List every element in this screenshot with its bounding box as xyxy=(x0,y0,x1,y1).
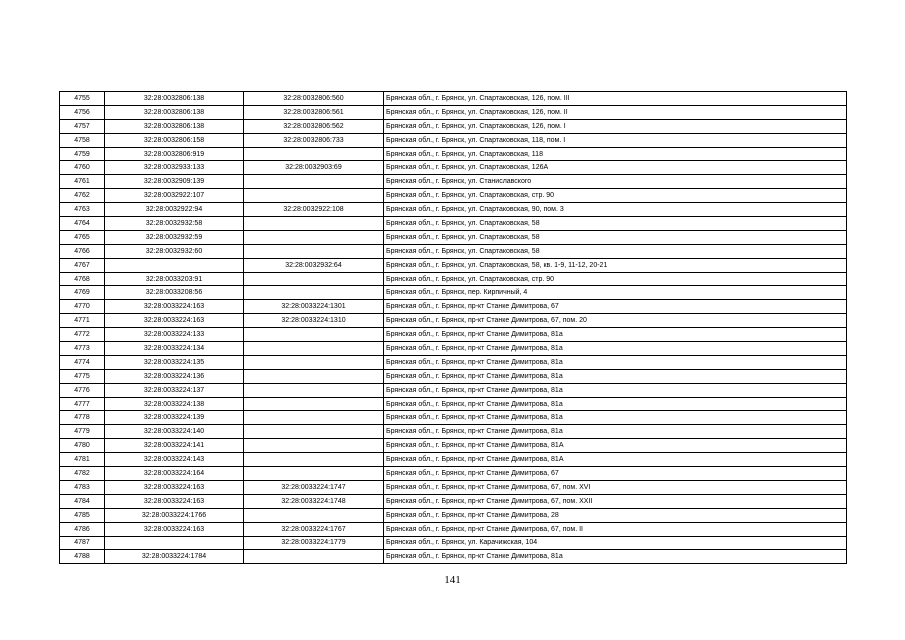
table-row xyxy=(60,147,847,161)
row-number-cell: 4759 xyxy=(60,147,105,161)
cadastral-number-cell: 32:28:0032806:138 xyxy=(105,119,244,133)
table-row xyxy=(60,300,847,314)
row-number-cell: 4777 xyxy=(60,397,105,411)
table-row xyxy=(60,467,847,481)
table-row xyxy=(60,189,847,203)
row-number-cell: 4784 xyxy=(60,494,105,508)
related-cadastral-number-cell xyxy=(244,189,384,203)
address-cell: Брянская обл., г. Брянск, ул. Спартаковская, 126А xyxy=(384,161,847,175)
related-cadastral-number-cell xyxy=(244,286,384,300)
cadastral-number-cell: 32:28:0032806:158 xyxy=(105,133,244,147)
related-cadastral-number-cell: 32:28:0032932:64 xyxy=(244,258,384,272)
table-row xyxy=(60,203,847,217)
table-row xyxy=(60,217,847,231)
registry-table xyxy=(59,91,847,564)
row-number-cell: 4773 xyxy=(60,342,105,356)
table-row xyxy=(60,230,847,244)
table-row xyxy=(60,550,847,564)
related-cadastral-number-cell xyxy=(244,355,384,369)
address-cell: Брянская обл., г. Брянск, ул. Спартаковская, 126, пом. III xyxy=(384,92,847,106)
address-cell: Брянская обл., г. Брянск, ул. Спартаковская, 118, пом. I xyxy=(384,133,847,147)
address-cell: Брянская обл., г. Брянск, ул. Спартаковская, 58, кв. 1-9, 11-12, 20-21 xyxy=(384,258,847,272)
table-row xyxy=(60,355,847,369)
row-number-cell: 4761 xyxy=(60,175,105,189)
address-cell: Брянская обл., г. Брянск, пр-кт Станке Димитрова, 81а xyxy=(384,342,847,356)
table-row xyxy=(60,383,847,397)
address-cell: Брянская обл., г. Брянск, ул. Карачижская, 104 xyxy=(384,536,847,550)
cadastral-number-cell: 32:28:0033224:139 xyxy=(105,411,244,425)
row-number-cell: 4780 xyxy=(60,439,105,453)
cadastral-number-cell: 32:28:0033224:135 xyxy=(105,355,244,369)
address-cell: Брянская обл., г. Брянск, пр-кт Станке Димитрова, 81а xyxy=(384,397,847,411)
table-row xyxy=(60,480,847,494)
related-cadastral-number-cell xyxy=(244,383,384,397)
registry-table-body xyxy=(60,92,847,564)
cadastral-number-cell: 32:28:0033224:143 xyxy=(105,453,244,467)
row-number-cell: 4774 xyxy=(60,355,105,369)
row-number-cell: 4771 xyxy=(60,314,105,328)
table-row xyxy=(60,453,847,467)
table-row xyxy=(60,244,847,258)
address-cell: Брянская обл., г. Брянск, пр-кт Станке Димитрова, 67, пом. XVI xyxy=(384,480,847,494)
table-row xyxy=(60,342,847,356)
row-number-cell: 4766 xyxy=(60,244,105,258)
related-cadastral-number-cell: 32:28:0033224:1748 xyxy=(244,494,384,508)
related-cadastral-number-cell: 32:28:0032922:108 xyxy=(244,203,384,217)
row-number-cell: 4785 xyxy=(60,508,105,522)
related-cadastral-number-cell: 32:28:0033224:1779 xyxy=(244,536,384,550)
table-row xyxy=(60,425,847,439)
related-cadastral-number-cell xyxy=(244,439,384,453)
cadastral-number-cell: 32:28:0033224:138 xyxy=(105,397,244,411)
address-cell: Брянская обл., г. Брянск, пер. Кирпичный, 4 xyxy=(384,286,847,300)
row-number-cell: 4787 xyxy=(60,536,105,550)
cadastral-number-cell: 32:28:0032806:138 xyxy=(105,105,244,119)
related-cadastral-number-cell: 32:28:0033224:1310 xyxy=(244,314,384,328)
cadastral-number-cell xyxy=(105,536,244,550)
related-cadastral-number-cell xyxy=(244,217,384,231)
row-number-cell: 4772 xyxy=(60,328,105,342)
address-cell: Брянская обл., г. Брянск, ул. Спартаковская, 58 xyxy=(384,244,847,258)
row-number-cell: 4767 xyxy=(60,258,105,272)
cadastral-number-cell: 32:28:0032932:60 xyxy=(105,244,244,258)
cadastral-number-cell: 32:28:0032909:139 xyxy=(105,175,244,189)
table-row xyxy=(60,161,847,175)
row-number-cell: 4788 xyxy=(60,550,105,564)
table-row xyxy=(60,286,847,300)
row-number-cell: 4764 xyxy=(60,217,105,231)
address-cell: Брянская обл., г. Брянск, пр-кт Станке Димитрова, 28 xyxy=(384,508,847,522)
related-cadastral-number-cell xyxy=(244,453,384,467)
address-cell: Брянская обл., г. Брянск, ул. Спартаковская, 118 xyxy=(384,147,847,161)
address-cell: Брянская обл., г. Брянск, пр-кт Станке Димитрова, 67, пом. II xyxy=(384,522,847,536)
cadastral-number-cell: 32:28:0033224:134 xyxy=(105,342,244,356)
row-number-cell: 4770 xyxy=(60,300,105,314)
row-number-cell: 4755 xyxy=(60,92,105,106)
cadastral-number-cell: 32:28:0032933:133 xyxy=(105,161,244,175)
related-cadastral-number-cell: 32:28:0032806:560 xyxy=(244,92,384,106)
table-row xyxy=(60,397,847,411)
cadastral-number-cell: 32:28:0033208:56 xyxy=(105,286,244,300)
row-number-cell: 4786 xyxy=(60,522,105,536)
table-row xyxy=(60,328,847,342)
address-cell: Брянская обл., г. Брянск, ул. Спартаковская, 58 xyxy=(384,217,847,231)
row-number-cell: 4765 xyxy=(60,230,105,244)
address-cell: Брянская обл., г. Брянск, пр-кт Станке Димитрова, 81а xyxy=(384,328,847,342)
row-number-cell: 4768 xyxy=(60,272,105,286)
related-cadastral-number-cell: 32:28:0033224:1747 xyxy=(244,480,384,494)
address-cell: Брянская обл., г. Брянск, пр-кт Станке Димитрова, 81а xyxy=(384,425,847,439)
related-cadastral-number-cell: 32:28:0033224:1767 xyxy=(244,522,384,536)
table-row xyxy=(60,439,847,453)
address-cell: Брянская обл., г. Брянск, ул. Станиславского xyxy=(384,175,847,189)
cadastral-number-cell: 32:28:0032806:919 xyxy=(105,147,244,161)
table-row xyxy=(60,258,847,272)
row-number-cell: 4779 xyxy=(60,425,105,439)
cadastral-number-cell: 32:28:0033224:1784 xyxy=(105,550,244,564)
related-cadastral-number-cell xyxy=(244,467,384,481)
table-row xyxy=(60,133,847,147)
row-number-cell: 4776 xyxy=(60,383,105,397)
related-cadastral-number-cell: 32:28:0032806:562 xyxy=(244,119,384,133)
row-number-cell: 4762 xyxy=(60,189,105,203)
related-cadastral-number-cell xyxy=(244,425,384,439)
related-cadastral-number-cell xyxy=(244,550,384,564)
address-cell: Брянская обл., г. Брянск, ул. Спартаковская, стр. 90 xyxy=(384,272,847,286)
related-cadastral-number-cell xyxy=(244,244,384,258)
row-number-cell: 4781 xyxy=(60,453,105,467)
cadastral-number-cell: 32:28:0033224:1766 xyxy=(105,508,244,522)
row-number-cell: 4756 xyxy=(60,105,105,119)
row-number-cell: 4757 xyxy=(60,119,105,133)
table-row xyxy=(60,494,847,508)
related-cadastral-number-cell xyxy=(244,147,384,161)
cadastral-number-cell: 32:28:0032922:107 xyxy=(105,189,244,203)
cadastral-number-cell: 32:28:0033224:163 xyxy=(105,494,244,508)
row-number-cell: 4760 xyxy=(60,161,105,175)
address-cell: Брянская обл., г. Брянск, ул. Спартаковская, 90, пом. 3 xyxy=(384,203,847,217)
cadastral-number-cell: 32:28:0032932:58 xyxy=(105,217,244,231)
related-cadastral-number-cell xyxy=(244,342,384,356)
address-cell: Брянская обл., г. Брянск, пр-кт Станке Димитрова, 81а xyxy=(384,411,847,425)
cadastral-number-cell: 32:28:0033224:133 xyxy=(105,328,244,342)
address-cell: Брянская обл., г. Брянск, ул. Спартаковская, 126, пом. II xyxy=(384,105,847,119)
cadastral-number-cell: 32:28:0033224:163 xyxy=(105,314,244,328)
row-number-cell: 4782 xyxy=(60,467,105,481)
table-row xyxy=(60,522,847,536)
table-row xyxy=(60,369,847,383)
address-cell: Брянская обл., г. Брянск, пр-кт Станке Димитрова, 81а xyxy=(384,383,847,397)
row-number-cell: 4778 xyxy=(60,411,105,425)
table-row xyxy=(60,536,847,550)
cadastral-number-cell: 32:28:0033224:136 xyxy=(105,369,244,383)
page-number: 141 xyxy=(444,574,461,586)
table-row xyxy=(60,272,847,286)
table-row xyxy=(60,105,847,119)
table-row xyxy=(60,119,847,133)
cadastral-number-cell: 32:28:0032922:94 xyxy=(105,203,244,217)
related-cadastral-number-cell: 32:28:0032806:733 xyxy=(244,133,384,147)
address-cell: Брянская обл., г. Брянск, пр-кт Станке Димитрова, 67 xyxy=(384,467,847,481)
cadastral-number-cell: 32:28:0032806:138 xyxy=(105,92,244,106)
row-number-cell: 4763 xyxy=(60,203,105,217)
table-row xyxy=(60,411,847,425)
cadastral-number-cell: 32:28:0033224:137 xyxy=(105,383,244,397)
related-cadastral-number-cell xyxy=(244,397,384,411)
address-cell: Брянская обл., г. Брянск, пр-кт Станке Димитрова, 81а xyxy=(384,355,847,369)
address-cell: Брянская обл., г. Брянск, ул. Спартаковская, 58 xyxy=(384,230,847,244)
related-cadastral-number-cell: 32:28:0032806:561 xyxy=(244,105,384,119)
related-cadastral-number-cell: 32:28:0033224:1301 xyxy=(244,300,384,314)
related-cadastral-number-cell xyxy=(244,369,384,383)
address-cell: Брянская обл., г. Брянск, ул. Спартаковская, стр. 90 xyxy=(384,189,847,203)
cadastral-number-cell: 32:28:0032932:59 xyxy=(105,230,244,244)
cadastral-number-cell: 32:28:0033203:91 xyxy=(105,272,244,286)
related-cadastral-number-cell xyxy=(244,272,384,286)
related-cadastral-number-cell: 32:28:0032903:69 xyxy=(244,161,384,175)
row-number-cell: 4783 xyxy=(60,480,105,494)
cadastral-number-cell: 32:28:0033224:164 xyxy=(105,467,244,481)
cadastral-number-cell: 32:28:0033224:163 xyxy=(105,480,244,494)
cadastral-number-cell: 32:28:0033224:141 xyxy=(105,439,244,453)
address-cell: Брянская обл., г. Брянск, пр-кт Станке Димитрова, 81А xyxy=(384,453,847,467)
cadastral-number-cell xyxy=(105,258,244,272)
cadastral-number-cell: 32:28:0033224:163 xyxy=(105,522,244,536)
address-cell: Брянская обл., г. Брянск, пр-кт Станке Димитрова, 81А xyxy=(384,439,847,453)
related-cadastral-number-cell xyxy=(244,508,384,522)
related-cadastral-number-cell xyxy=(244,328,384,342)
related-cadastral-number-cell xyxy=(244,230,384,244)
address-cell: Брянская обл., г. Брянск, пр-кт Станке Димитрова, 67 xyxy=(384,300,847,314)
cadastral-number-cell: 32:28:0033224:163 xyxy=(105,300,244,314)
table-row xyxy=(60,508,847,522)
address-cell: Брянская обл., г. Брянск, пр-кт Станке Димитрова, 67, пом. 20 xyxy=(384,314,847,328)
row-number-cell: 4775 xyxy=(60,369,105,383)
address-cell: Брянская обл., г. Брянск, пр-кт Станке Димитрова, 67, пом. XXII xyxy=(384,494,847,508)
table-row xyxy=(60,92,847,106)
address-cell: Брянская обл., г. Брянск, пр-кт Станке Димитрова, 81а xyxy=(384,550,847,564)
row-number-cell: 4758 xyxy=(60,133,105,147)
cadastral-number-cell: 32:28:0033224:140 xyxy=(105,425,244,439)
related-cadastral-number-cell xyxy=(244,175,384,189)
row-number-cell: 4769 xyxy=(60,286,105,300)
table-row xyxy=(60,314,847,328)
address-cell: Брянская обл., г. Брянск, пр-кт Станке Димитрова, 81а xyxy=(384,369,847,383)
table-row xyxy=(60,175,847,189)
address-cell: Брянская обл., г. Брянск, ул. Спартаковская, 126, пом. I xyxy=(384,119,847,133)
related-cadastral-number-cell xyxy=(244,411,384,425)
